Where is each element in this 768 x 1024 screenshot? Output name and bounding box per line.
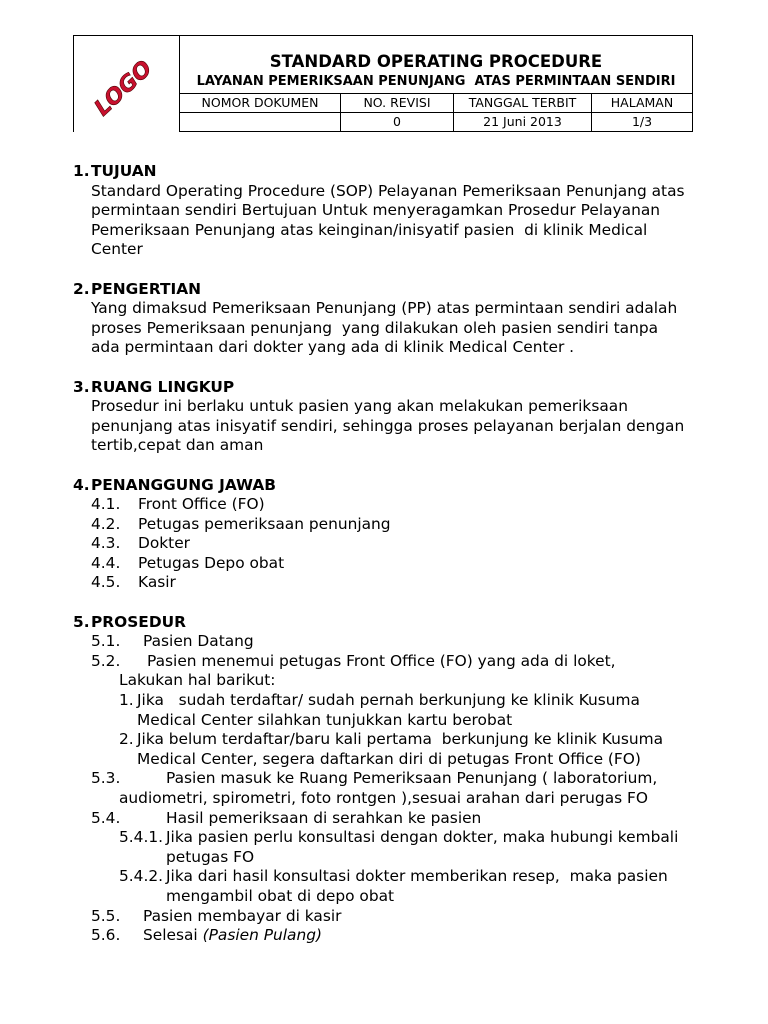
document-number-value [180, 113, 340, 131]
section-number: 5. [73, 612, 90, 631]
procedure-step [0, 926, 768, 946]
procedure-step [0, 769, 768, 789]
option-item [0, 691, 768, 711]
list-item [0, 495, 768, 515]
document-meta-table [179, 35, 693, 132]
issue-date-label: TANGGAL TERBIT [453, 94, 591, 112]
step-continuation: Lakukan hal barikut: [119, 671, 276, 690]
substep-continuation: mengambil obat di depo obat [166, 886, 395, 905]
section-number: 1. [73, 162, 90, 180]
list-text: Front Office (FO) [138, 495, 265, 514]
option-continuation: Medical Center, segera daftarkan diri di petugas Front Office (FO) [137, 749, 641, 768]
list-item [0, 515, 768, 535]
document-number-label: NOMOR DOKUMEN [201, 95, 319, 110]
paragraph-line: Yang dimaksud Pemeriksaan Penunjang (PP) atas permintaan sendiri adalah [91, 299, 678, 318]
issue-date-value: 21 Juni 2013 [453, 113, 591, 131]
section-heading [0, 378, 768, 398]
meta-label-row [180, 93, 692, 112]
step-text: Pasien Datang [143, 632, 254, 651]
option-continuation: Medical Center silahkan tunjukkan kartu berobat [137, 710, 513, 729]
section-heading [0, 476, 768, 496]
paragraph-line: ada permintaan dari dokter yang ada di klinik Medical Center . [91, 338, 575, 357]
list-item [0, 573, 768, 593]
paragraph-line: penunjang atas inisyatif sendiri, sehingga proses pelayanan berjalan dengan [91, 416, 685, 435]
list-item [0, 554, 768, 574]
step-text: Selesai [143, 926, 198, 945]
logo-text: LOGO [90, 56, 158, 122]
list-text: Kasir [138, 573, 176, 592]
option-number: 1. [119, 691, 134, 710]
section-heading [0, 280, 768, 300]
step-text: Pasien membayar di kasir [143, 906, 342, 925]
section-tujuan [0, 162, 768, 260]
step-number: 5.4. [91, 808, 121, 827]
section-ruang-lingkup [0, 378, 768, 456]
section-number: 3. [73, 377, 90, 396]
option-text: Jika sudah terdaftar/ sudah pernah berkunjung ke klinik Kusuma [137, 691, 640, 710]
list-text: Petugas Depo obat [138, 553, 285, 572]
step-text: Hasil pemeriksaan di serahkan ke pasien [166, 808, 482, 827]
list-number: 4.1. [91, 495, 121, 514]
paragraph-line: Center [91, 240, 143, 259]
paragraph-line: Prosedur ini berlaku untuk pasien yang akan melakukan pemeriksaan [91, 397, 628, 416]
page-value: 1/3 [591, 113, 692, 131]
section-title: PENGERTIAN [91, 279, 201, 298]
substep-item [0, 867, 768, 887]
section-prosedur [0, 613, 768, 946]
substep-continuation: petugas FO [166, 847, 255, 866]
option-number: 2. [119, 730, 134, 749]
document-body [0, 162, 768, 946]
paragraph-line: Standard Operating Procedure (SOP) Pelayanan Pemeriksaan Penunjang atas [91, 181, 685, 200]
step-continuation: audiometri, spirometri, foto rontgen ),sesuai arahan dari perugas FO [119, 789, 649, 807]
revision-label: NO. REVISI [340, 94, 453, 112]
paragraph-line: Pemeriksaan Penunjang atas keinginan/inisyatif pasien di klinik Medical [91, 220, 648, 239]
paragraph-line: permintaan sendiri Bertujuan Untuk menyeragamkan Prosedur Pelayanan [91, 201, 661, 220]
paragraph-line: proses Pemeriksaan penunjang yang dilakukan oleh pasien sendiri tanpa [91, 318, 659, 337]
section-title: PROSEDUR [91, 612, 186, 631]
document-header [73, 35, 693, 132]
list-text: Petugas pemeriksaan penunjang [138, 514, 391, 533]
document-subtitle: LAYANAN PEMERIKSAAN PENUNJANG ATAS PERMINTAAN SENDIRI [196, 74, 676, 89]
list-number: 4.4. [91, 553, 121, 572]
step-note: (Pasien Pulang) [202, 926, 323, 945]
list-number: 4.2. [91, 514, 121, 533]
section-heading [0, 162, 768, 182]
option-text: Jika belum terdaftar/baru kali pertama berkunjung ke klinik Kusuma [137, 730, 664, 749]
section-penanggung-jawab [0, 476, 768, 594]
logo-cell [73, 35, 179, 132]
substep-number: 5.4.1. [119, 828, 164, 847]
section-heading [0, 613, 768, 633]
revision-value: 0 [340, 113, 453, 131]
list-item [0, 534, 768, 554]
procedure-step [0, 809, 768, 829]
step-number: 5.1. [91, 632, 121, 651]
step-number: 5.6. [91, 926, 121, 945]
list-text: Dokter [138, 534, 191, 553]
step-number: 5.3. [91, 769, 121, 788]
step-number: 5.5. [91, 906, 121, 925]
substep-number: 5.4.2. [119, 867, 164, 886]
procedure-step [0, 632, 768, 652]
section-pengertian [0, 280, 768, 358]
substep-item [0, 828, 768, 848]
step-text: Pasien masuk ke Ruang Pemeriksaan Penunjang ( laboratorium, [166, 769, 658, 788]
procedure-step [0, 652, 768, 672]
step-number: 5.2. [91, 651, 121, 670]
procedure-step [0, 907, 768, 927]
substep-text: Jika dari hasil konsultasi dokter memberikan resep, maka pasien [166, 867, 668, 886]
paragraph-line: tertib,cepat dan aman [91, 436, 264, 455]
list-number: 4.5. [91, 573, 121, 592]
section-title: RUANG LINGKUP [91, 377, 235, 396]
meta-value-row [180, 112, 692, 131]
step-text-group [143, 926, 322, 946]
option-item [0, 730, 768, 750]
section-title: PENANGGUNG JAWAB [91, 475, 276, 494]
page-label: HALAMAN [591, 94, 692, 112]
section-number: 4. [73, 475, 90, 494]
list-number: 4.3. [91, 534, 121, 553]
section-title: TUJUAN [91, 162, 157, 180]
document-title: STANDARD OPERATING PROCEDURE [269, 52, 603, 71]
section-number: 2. [73, 279, 90, 298]
substep-text: Jika pasien perlu konsultasi dengan dokter, maka hubungi kembali [166, 828, 679, 847]
title-cell [180, 36, 692, 93]
step-text: Pasien menemui petugas Front Office (FO) yang ada di loket, [147, 651, 616, 670]
